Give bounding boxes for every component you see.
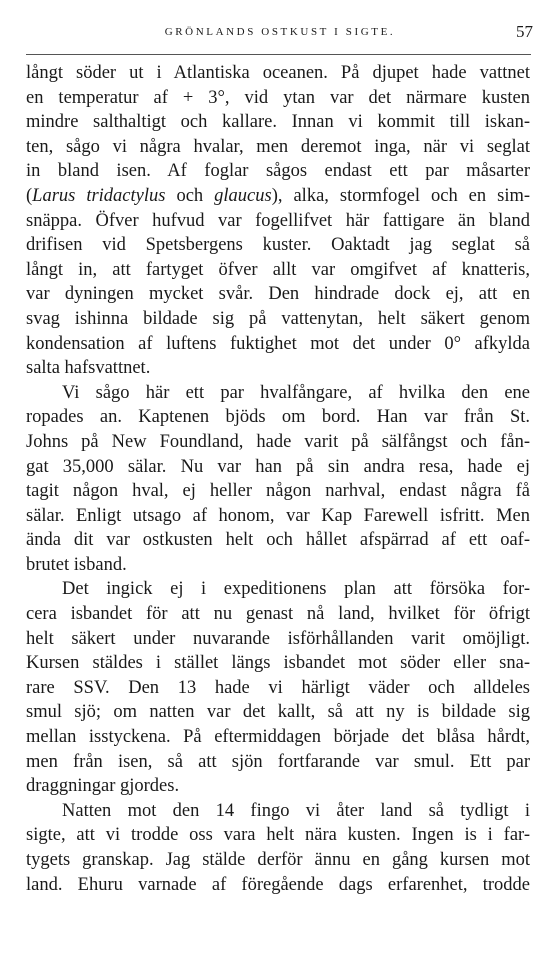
header-rule — [26, 54, 531, 55]
text-line: drifisen vid Spetsbergens kuster. Oaktadt jag seglat så — [26, 235, 530, 256]
text-line-with-italics — [26, 184, 530, 209]
body-text — [26, 61, 530, 897]
paragraph-last-line: draggningar gjordes. — [26, 776, 180, 797]
text-line: kondensation af luftens fuktighet mot det under 0° afkylda — [26, 333, 530, 354]
paragraph-last-line: salta hafsvattnet. — [26, 358, 151, 379]
text-line: smul sjö; om natten var det kallt, så att ny is bildade sig — [26, 702, 530, 723]
text-line: en temperatur af + 3°, vid ytan var det närmare kusten — [26, 87, 530, 108]
text-line: cera isbandet för att nu genast nå land, hvilket för öfrigt — [26, 604, 530, 625]
text-line: ropades an. Kaptenen bjöds om bord. Han var från St. — [26, 407, 530, 428]
text-line: var dyningen mycket svår. Den hindrade dock ej, att en — [26, 284, 530, 305]
text-line: gat 35,000 sälar. Nu var han på sin andra resa, hade ej — [26, 456, 530, 477]
species-name-italic: Larus tridactylus — [32, 185, 166, 206]
running-head — [0, 22, 560, 45]
species-name-italic: glaucus — [214, 185, 272, 206]
text-fragment: ( — [26, 185, 33, 206]
text-fragment: och — [165, 185, 215, 206]
text-line: rare SSV. Den 13 hade vi härligt väder och alldeles — [26, 677, 530, 698]
text-line: sigte, att vi trodde oss vara helt nära kusten. Ingen is i far- — [26, 825, 530, 846]
text-line: mellan isstyckena. På eftermiddagen började det blåsa hårdt, — [26, 727, 530, 748]
text-line: svag ishinna bildade sig på vattenytan, helt säkert genom — [26, 308, 530, 329]
text-line: men från isen, så att sjön fortfarande var smul. Ett par — [26, 751, 530, 772]
text-line: snäppa. Öfver hufvud var fogellifvet här fattigare än bland — [26, 210, 530, 231]
text-line: land. Ehuru varnade af föregående dags erfarenhet, trodde — [26, 874, 530, 895]
text-line: tagit någon hval, ej heller någon narhval, endast några få — [26, 481, 530, 502]
text-line: sälar. Enligt utsago af honom, var Kap Farewell isfritt. Men — [26, 505, 530, 526]
paragraph-last-line: brutet isband. — [26, 554, 127, 575]
text-line: tygets granskap. Jag stälde derför ännu en gång kursen mot — [26, 850, 530, 870]
text-line: in bland isen. Af foglar sågos endast ett par måsarter — [26, 161, 530, 182]
page-number: 57 — [516, 22, 533, 41]
paragraph-first-line: Vi sågo här ett par hvalfångare, af hvilka den ene — [62, 382, 530, 403]
text-line: Johns på New Foundland, hade varit på sälfångst och fån- — [26, 431, 530, 452]
text-line: långt söder ut i Atlantiska oceanen. På djupet hade vattnet — [26, 63, 530, 83]
text-line: ten, sågo vi några hvalar, men deremot inga, när vi seglat — [26, 136, 530, 157]
text-line: mindre salthaltigt och kallare. Innan vi kommit till iskan- — [26, 112, 530, 133]
text-line: helt säkert under nuvarande isförhållanden varit omöjligt. — [26, 628, 530, 649]
text-line: Kursen stäldes i stället längs isbandet mot söder eller sna- — [26, 653, 530, 674]
text-fragment: ), alka, stormfogel och en sim- — [271, 185, 531, 206]
paragraph-first-line: Natten mot den 14 fingo vi åter land så tydligt i — [62, 800, 530, 821]
running-title: GRÖNLANDS OSTKUST I SIGTE. — [164, 26, 396, 38]
paragraph-first-line: Det ingick ej i expeditionens plan att försöka for- — [62, 579, 530, 600]
text-line: ända dit var ostkusten helt och hållet afspärrad af ett oaf- — [26, 530, 530, 551]
text-line: långt in, att fartyget öfver allt var omgifvet af knatteris, — [26, 259, 530, 280]
